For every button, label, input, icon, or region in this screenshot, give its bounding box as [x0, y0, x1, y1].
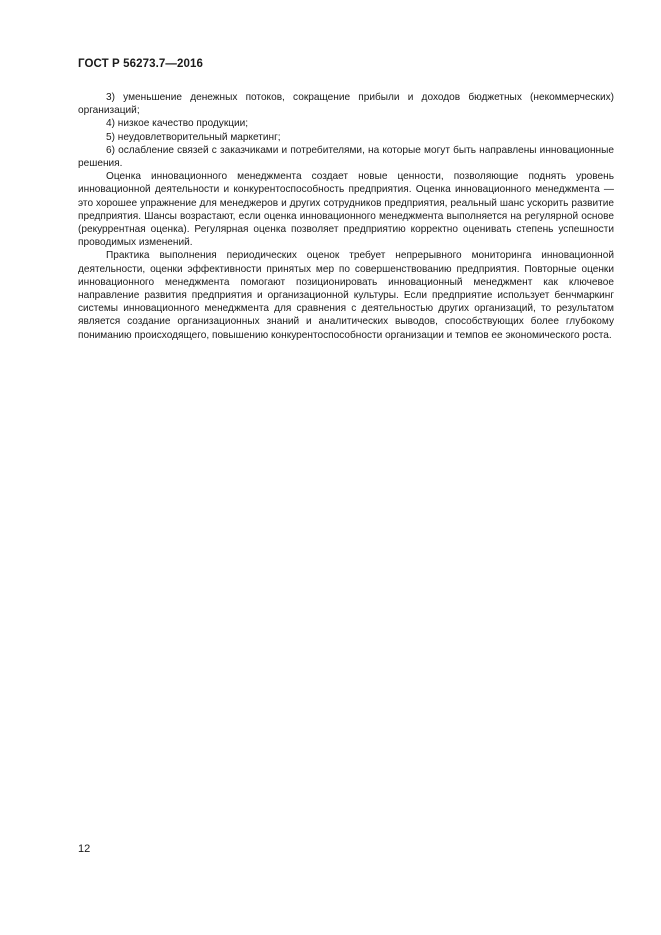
- document-body: [78, 91, 614, 342]
- paragraph-assessment-value: Оценка инновационного менеджмента создает новые ценности, позволяющие поднять уровень инновационной деятельности и конкурентоспособность предприятия. Оценка инновационного менеджмента — это хорошее упражнение для менеджеров и других сотрудников предприятия, реальный шанс ускорить развитие предприятия. Шансы возрастают, если оценка инновационного менеджмента выполняется на регулярной основе (рекуррентная оценка). Регулярная оценка позволяет предприятию корректно оценивать степень успешности проводимых изменений.: [78, 171, 614, 249]
- list-item-reduced-cash-flows: 3) уменьшение денежных потоков, сокращение прибыли и доходов бюджетных (некоммерческих) организаций;: [78, 92, 614, 117]
- list-item-poor-marketing: 5) неудовлетворительный маркетинг;: [106, 131, 281, 143]
- list-item-weakened-relations: 6) ослабление связей с заказчиками и потребителями, на которые могут быть направлены инновационные решения.: [78, 144, 614, 170]
- paragraph-periodic-assessment: Практика выполнения периодических оценок требует непрерывного мониторинга инновационной деятельности, оценки эффективности принятых мер по совершенствованию предприятия. Повторные оценки инновационного менеджмента помогают позиционировать инновационный менеджмент как ключевое направление развития предприятия и организационной культуры. Если предприятие использует бенчмаркинг системы инновационного менеджмента для сравнения с деятельностью других организаций, то результатом является создание организационных знаний и аналитических выводов, способствующих более глубокому пониманию происходящего, повышению конкурентоспособности организации и темпов ее экономического роста.: [78, 250, 614, 341]
- list-item-low-quality: 4) низкое качество продукции;: [106, 118, 249, 130]
- page-number: 12: [78, 843, 91, 855]
- document-header: ГОСТ Р 56273.7—2016: [78, 58, 203, 70]
